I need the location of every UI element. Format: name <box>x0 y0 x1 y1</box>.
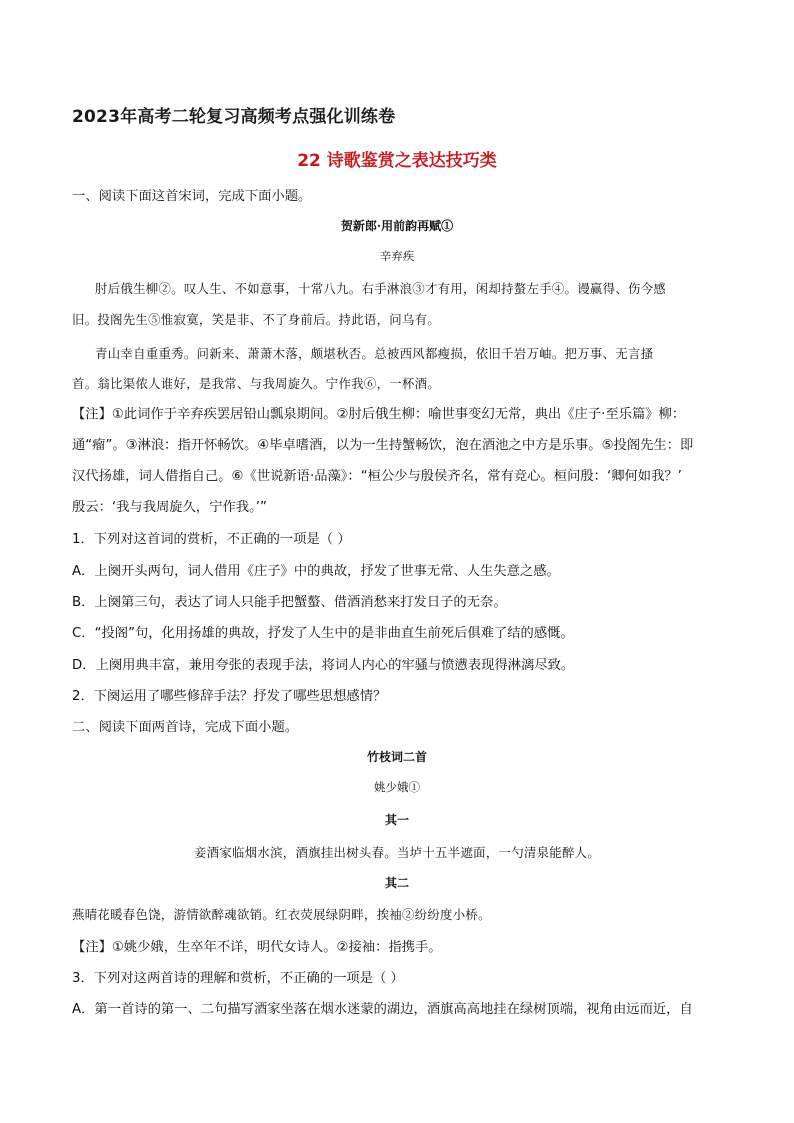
poem2-part1-heading: 其一 <box>384 813 409 827</box>
note-line: 【注】①姚少娥，生卒年不详，明代女诗人。②接袖：指携手。 <box>72 940 442 955</box>
poem1-line: 肘后俄生柳②。叹人生、不如意事，十常八九。右手淋浪③才有用，闲却持螯左手④。谩赢得、伤今感 <box>95 281 667 296</box>
document-title: 2023年高考二轮复习高频考点强化训练卷 <box>72 107 396 127</box>
poem2-part2-line: 燕晴花暖春色饶，游情欲醉魂欲销。红衣荧展绿阴畔，挨袖②纷纷度小桥。 <box>72 907 491 922</box>
question-1-option-b: B．上阕第三句，表达了词人只能手把蟹螯、借酒消愁来打发日子的无奈。 <box>72 595 507 610</box>
poem1-line: 旧。投阁先生⑤惟寂寞，笑是非、不了身前后。持此语，问乌有。 <box>72 312 441 327</box>
note-line: 【注】①此词作于辛弃疾罢居铅山瓢泉期间。②肘后俄生柳：喻世事变幻无常，典出《庄子·至乐篇》柳： <box>72 407 686 422</box>
question-1-option-a: A．上阕开头两句，词人借用《庄子》中的典故，抒发了世事无常、人生失意之感。 <box>72 564 560 579</box>
poem2-author: 姚少娥① <box>374 780 420 794</box>
poem1-line: 首。翁比渠侬人谁好，是我常、与我周旋久。宁作我⑥，一杯酒。 <box>72 376 441 391</box>
section1-heading: 一、阅读下面这首宋词，完成下面小题。 <box>72 189 312 204</box>
question-1-option-c: C．“投阁”句，化用扬雄的典故，抒发了人生中的是非曲直生前死后俱难了结的感慨。 <box>72 626 574 641</box>
question-3-option-a: A．第一首诗的第一、二句描写酒家坐落在烟水迷蒙的湖边，酒旗高高地挂在绿树顶端，视角由远而近，自 <box>72 1002 693 1017</box>
poem2-part1-line: 妾酒家临烟水滨，酒旗挂出树头春。当垆十五半遮面，一勺清泉能醉人。 <box>193 845 601 860</box>
poem2-title: 竹枝词二首 <box>366 750 427 764</box>
question-3: 3．下列对这两首诗的理解和赏析，不正确的一项是（ ） <box>72 971 404 986</box>
poem1-line: 青山幸自重重秀。问新来、萧萧木落，颇堪秋否。总被西风都瘦损，依旧千岩万岫。把万事、无言搔 <box>95 346 654 361</box>
poem1-author: 辛弃疾 <box>379 249 415 263</box>
note-line: 殷云：‘我与我周旋久，宁作我。’” <box>72 500 267 515</box>
document-subtitle: 22 诗歌鉴赏之表达技巧类 <box>297 151 497 171</box>
question-2: 2．下阕运用了哪些修辞手法？抒发了哪些思想感情？ <box>72 689 387 704</box>
poem1-title: 贺新郎·用前韵再赋① <box>340 219 454 233</box>
note-line: 汉代扬雄，词人借指自己。⑥《世说新语·品藻》：“桓公少与殷侯齐名，常有竞心。桓问殷：‘卿何如我？’ <box>72 469 682 484</box>
section2-heading: 二、阅读下面两首诗，完成下面小题。 <box>72 720 299 735</box>
question-1: 1．下列对这首词的赏析，不正确的一项是（ ） <box>72 532 351 547</box>
question-1-option-d: D．上阕用典丰富，兼用夸张的表现手法，将词人内心的牢骚与愤懑表现得淋漓尽致。 <box>72 658 575 673</box>
note-line: 通“瘤”。③淋浪：指开怀畅饮。④毕卓嗜酒，以为一生持蟹畅饮，泡在酒池之中方是乐事。⑤投阁先生：即 <box>72 438 694 453</box>
poem2-part2-heading: 其二 <box>384 876 409 890</box>
